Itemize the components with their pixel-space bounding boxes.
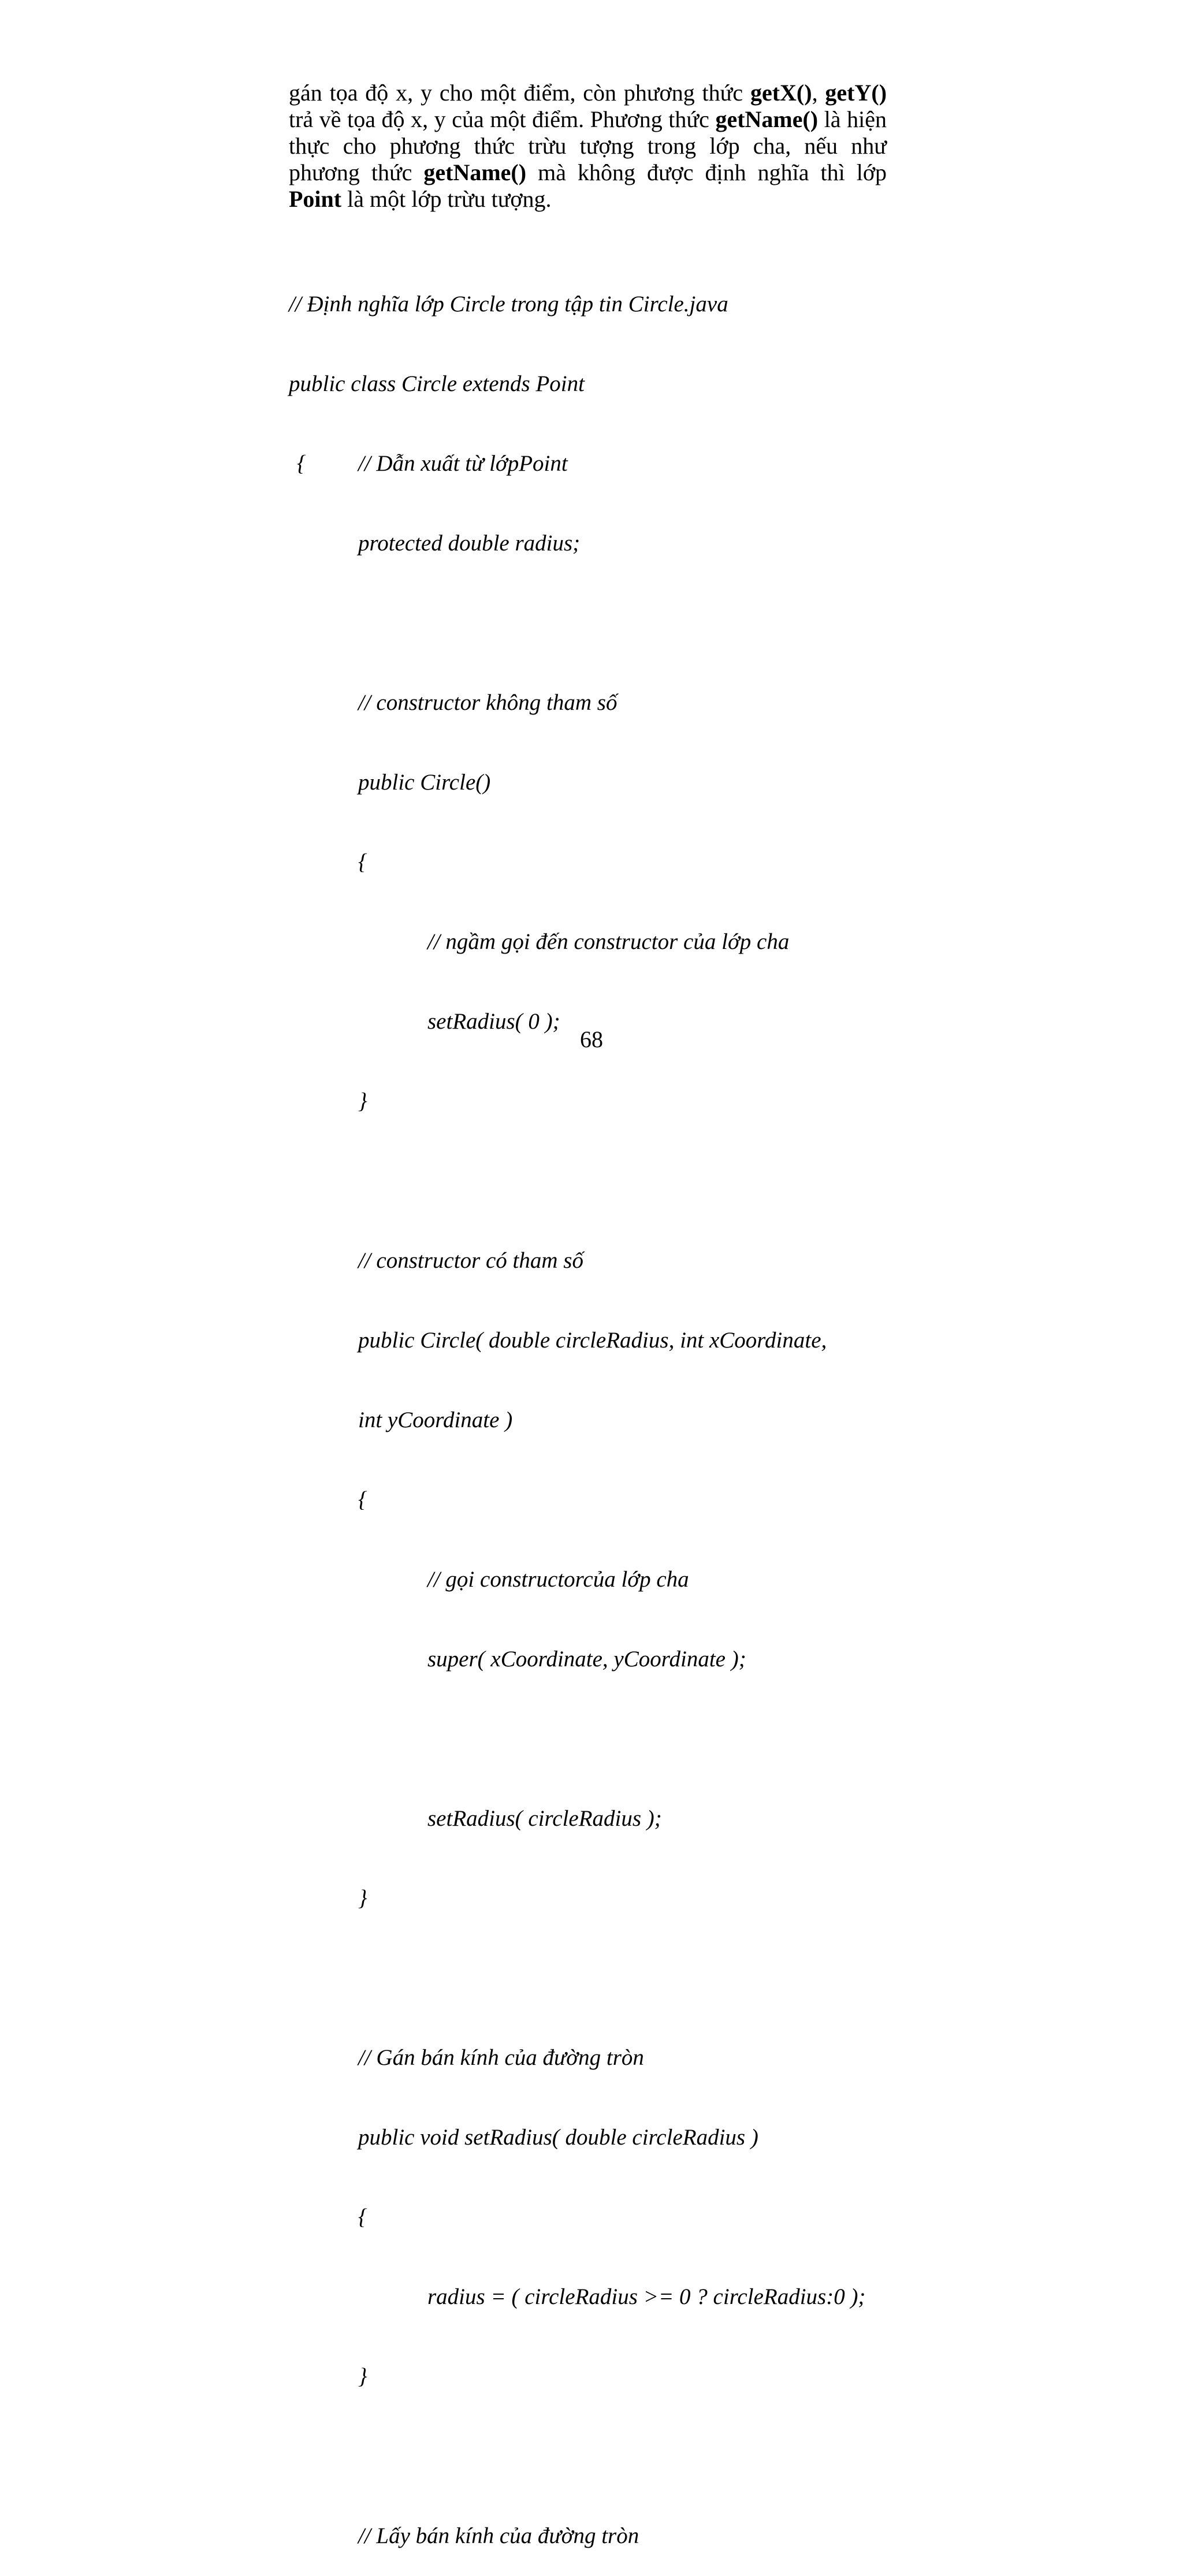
code-line: // ngầm gọi đến constructor của lớp cha xyxy=(427,929,790,954)
document-page xyxy=(289,80,887,213)
para-text: trả về tọa độ x, y của một điểm. Phương thức xyxy=(289,106,716,132)
blank-line xyxy=(289,1965,924,1991)
page-number: 68 xyxy=(580,1026,603,1052)
code-line: setRadius( 0 ); xyxy=(427,1009,560,1034)
para-text: , xyxy=(812,80,825,106)
code-line: } xyxy=(358,1089,367,1114)
blank-line xyxy=(289,1726,924,1752)
code-line: radius = ( circleRadius >= 0 ? circleRadius:0 ); xyxy=(427,2284,866,2309)
blank-line xyxy=(289,1168,924,1194)
code-line: public Circle( double circleRadius, int xCoordinate, xyxy=(358,1328,827,1353)
blank-line xyxy=(289,2443,924,2470)
code-line: setRadius( circleRadius ); xyxy=(427,1806,662,1831)
para-text: là hiện thực cho phương thức trừu tượng trong lớp cha, nếu như phương thức xyxy=(289,106,887,185)
method-getname: getName() xyxy=(423,159,527,185)
code-line: // Lấy bán kính của đường tròn xyxy=(358,2523,639,2548)
para-text: gán tọa độ x, y cho một điểm, còn phương thức xyxy=(289,80,750,106)
body-paragraph xyxy=(289,80,887,213)
code-brace: { xyxy=(297,451,306,476)
code-line: public void setRadius( double circleRadius ) xyxy=(358,2125,758,2150)
code-line: // gọi constructorcủa lớp cha xyxy=(427,1567,689,1592)
code-line xyxy=(289,451,924,477)
code-comment: // Dẫn xuất từ lớpPoint xyxy=(358,451,568,476)
para-text: mà không được định nghĩa thì lớp xyxy=(526,159,887,185)
code-line: } xyxy=(358,1886,367,1911)
code-line: protected double radius; xyxy=(358,531,581,556)
code-line: // Gán bán kính của đường tròn xyxy=(358,2045,644,2070)
code-line: public Circle() xyxy=(358,770,491,795)
code-line: { xyxy=(358,2205,367,2229)
code-line: // Định nghĩa lớp Circle trong tập tin Circle.java xyxy=(289,292,728,317)
code-line: { xyxy=(358,1487,367,1512)
method-getx: getX() xyxy=(750,80,812,106)
code-line: // constructor không tham số xyxy=(358,690,617,715)
blank-line xyxy=(289,610,924,636)
method-getname: getName() xyxy=(715,106,819,132)
method-gety: getY() xyxy=(825,80,887,106)
para-text: là một lớp trừu tượng. xyxy=(341,186,552,212)
code-line: public class Circle extends Point xyxy=(289,371,585,396)
code-line: } xyxy=(358,2364,367,2389)
code-line: super( xCoordinate, yCoordinate ); xyxy=(427,1647,746,1672)
code-line: int yCoordinate ) xyxy=(358,1408,513,1432)
code-line: // constructor có tham số xyxy=(358,1248,583,1273)
class-point: Point xyxy=(289,186,342,212)
code-listing xyxy=(289,238,924,2576)
code-line: { xyxy=(358,850,367,874)
